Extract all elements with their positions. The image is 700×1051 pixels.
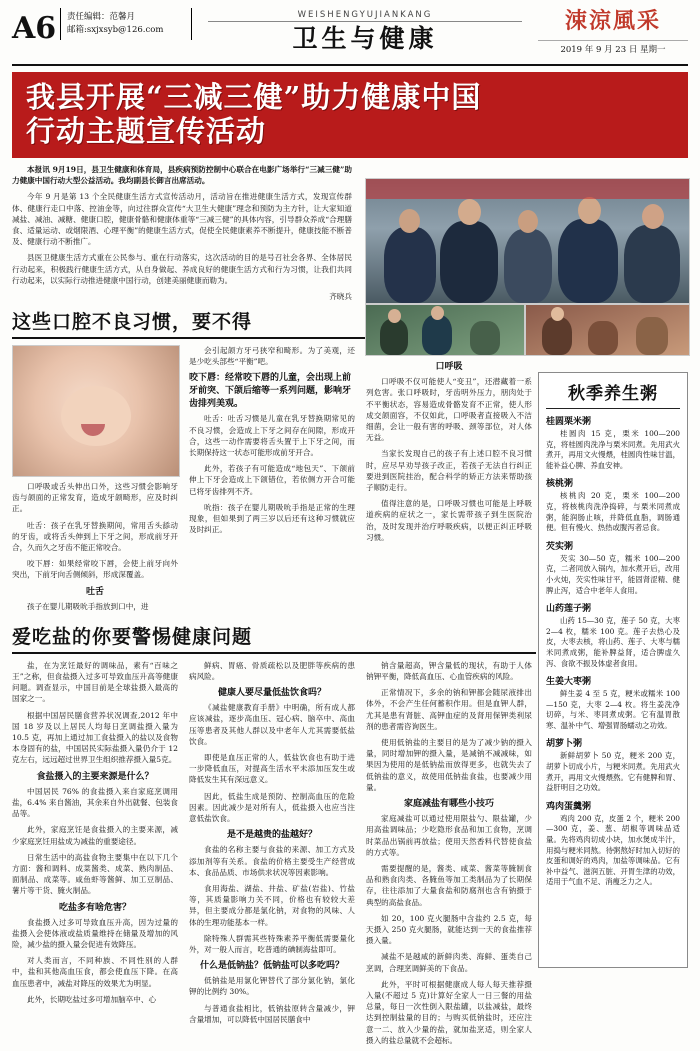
recipe-text-3: 山药 15—30 克，莲子 50 克，大枣 2—4 枚，糯米 100 克。莲子去热心及皮，大枣去核，将山药、莲子、大枣与糯米同煮成粥，能补脾益肾，适合脾虚久泻、食欲不振及体虚者食用。: [546, 616, 680, 668]
article-oral-habits: [12, 310, 536, 617]
article2-c1-p1: 口呼吸或舌头伸出口外，这些习惯会影响牙齿与颌面的正常发育，造成牙颌畸形，应及时纠正。: [12, 482, 178, 514]
article2-c3-p2: 口呼吸不仅可能使人“变丑”，还潜藏着一系列危害。张口呼吸时，牙齿明外压力，朋肉处于不平衡状态，容易造成骨骼发育不正常，使人形成交颌面容，不仅如此，口呼吸者直接吸入不洁细菌，会让一般有害的呼吸、颈等部位，对人体无益。: [366, 377, 532, 443]
sidebar-autumn-porridge: [538, 372, 688, 968]
event-photo-collage: [365, 178, 688, 354]
photo-booth-left: [365, 304, 525, 356]
article3-c1-p6: 食盐摄入过多可导致血压升高，因为过量的盐摄入会使体液或盐质量维持在储量及增加的风险，减少盐的摄入量会促进有效降压。: [12, 917, 178, 949]
recipe-text-4: 鲜生姜 4 至 5 克，粳米或糯米 100—150 克，大枣 2—4 枚。将生姜洗净切碎，与米、枣同煮成粥。它有温胃散寒、温补中气、增强胃肠蠕动之功效。: [546, 689, 680, 730]
article3-c1-p2: 根据中国居民膳食营养状况调查,2012 年中国 18 岁及以上居民人均每日烹调盐摄入量为 10.5 克，再加上通过加工食盐摄入的盐以及食物本身固有的盐，中国居民实际盐摄入量仍介于 12 克左右，远远超过世界卫生组织推荐摄入量5克。: [12, 710, 178, 765]
article3-sub-5: 什么是低钠盐？低钠盐可以多吃吗？: [199, 961, 344, 972]
article2-c2-p0: 会引起颌方牙弓狭窄和畸形。为了美观，还是少吃头部些“平衡”吧。: [189, 346, 355, 367]
lead-byline: 齐晓兵: [329, 292, 352, 302]
masthead: [12, 8, 688, 66]
brand-block: [538, 8, 688, 55]
lead-paragraph-2: 今年 9 月是第 13 个全民健康生活方式宣传活动月，活动旨在推进健康生活方式，发现宣传群体、健康行走口中落、控油金等，向过往群众宣传“大卫生大健康”理念和预防为主方针，让大家知道减盐、减油、减糖、健康口腔，健康骨骼和健康体重等“三减三健”的具体内容，引导群众养成“合理膳食、适量运动、或烟限酒、心理平衡”的健康生活方式，促使全民健康素养不断提升，健康技能不断普及、健康行动不断推广。: [12, 192, 352, 247]
article3-sub-3: 健康人要尽量低盐饮食吗？: [217, 688, 326, 699]
article-salt: [12, 625, 536, 1051]
photo-main-event: [365, 178, 690, 304]
article3-c3-p6: 如 20，100 克火腿肠中含盐约 2.5 克，每天摄入 250 克火腿肠，就能达到一天的食盐推荐摄入量。: [366, 913, 532, 946]
article2-title: 这些口腔不良习惯，要不得: [12, 310, 536, 339]
paper-title-block: [192, 8, 538, 53]
article2-c1-p3: 咬下唇：如果经常咬下唇，会使上前牙向外突出，下前牙向舌侧倾斜，形成深覆盖。: [12, 559, 178, 580]
recipe-text-0: 桂圆肉 15 克，栗米 100—200 克，将桂圆肉洗净与栗米同煮。先用武火煮开，再用文火慢煨，桂圆肉性味甘温，能补益心脾、养血安神。: [546, 429, 680, 470]
article3-c1-p5: 日常生活中的高盐食物主要集中在以下几个方面：酱和调料、成菜酱类、成菜、熟肉制品、面制品、成菜等。咸鱼虾等酱鲜、加工豆制品、薯片等干货、腌火制品。: [12, 852, 178, 896]
article3-c2-p4: 因此，低盐生成是预防、控制高血压的危险因素。因此减少是对所有人，低盐摄入也应当注意低盐饮食。: [189, 791, 355, 824]
page-number: A6: [12, 11, 57, 46]
article3-c1-p1: 盐，在为烹饪最好的调味品，素有“百味之王”之称，但食盐摄入过多可导致血压升高等健康问题。调查显示，中国目前是全球盐摄入最高的国家之一。: [12, 660, 178, 704]
article3-c2-p6: 食用海盐、湖盐、井盐、矿盐(岩盐)、竹盐等，其质量影响力关不同，价格也有较较大差异，但主要成分都是氯化钠，对食物的风味、人体的生理功能基本一样。: [189, 883, 355, 927]
article3-c3-p8: 此外，平时可根据健康成人每人每天推荐摄入量(不超过 5 克)计算好全家人一日三餐的用盐总量，每日一次性倒入限盐罐，以盐减盐，最终达到控制盐量的目的；与购买低钠盐时，还应注意一二、放入少量的盐，就加盐烹适，则全家人摄入的盐总量就不会超标。: [366, 979, 532, 1045]
article2-c2-p1: 吐舌：吐舌习惯是儿童在乳牙替换期常见的不良习惯，会造成上下牙之间存在间隙，形成开合，这些一动作需要将舌头置于上下牙之间，而长期保持这一状态可能形成前牙开合。: [189, 414, 355, 458]
headline-line-1: 我县开展“三减三健”助力健康中国: [26, 80, 482, 114]
article2-sub-1: 咬下唇：经常咬下唇的儿童，会出现上前牙前突、下颌后缩等一系列问题，影响牙齿排列美观。: [189, 373, 352, 410]
article3-sub-2: 吃盐多有啥危害？: [58, 902, 131, 913]
article3-c2-p1: 鲜病、胃癌、骨质疏松以及肥胖等疾病的患病风险。: [189, 660, 355, 682]
article3-c3-p4: 家庭减盐可以通过使用限盐勺、限盐罐，少用高盐调味品；少吃隐形食品和加工食物，烹调时菜品出锅前再放盐；使用天然香料代替使食盐的方式等。: [366, 814, 532, 857]
recipe-name-1: 核桃粥: [546, 479, 574, 490]
article3-c1-p4: 此外，家庭烹饪是食盐摄入的主要来源，减少家庭烹饪用盐成为减盐的重要途径。: [12, 825, 178, 846]
recipe-name-5: 胡萝卜粥: [546, 739, 583, 750]
article2-caption-1: 吐舌: [85, 586, 104, 597]
recipe-text-2: 芡实 30—50 克，糯米 100—200 克，二者同放入锅内，加水煮开后，改用小火炖，芡实性味甘平，能固肾涩精、健脾止泻，适合中老年人食用。: [546, 553, 680, 595]
article2-c2-p3: 吮指：孩子在婴儿期吸吮手指是正常的生理现象，但如果到了两三岁以后还有这种习惯就应及时纠正。: [189, 502, 355, 535]
brand-name: 涑涼風采: [564, 8, 661, 34]
pinyin-title: WEISHENGYUJIANKANG: [208, 10, 522, 22]
lead-paragraph-1: 本报讯 9月19日，县卫生健康和体育局，县疾病预防控制中心联合在电影广场举行“三减三健”助力健康中国行动大型公益活动。我均副县长御言出席活动。: [12, 165, 352, 186]
photo-baby: [12, 345, 180, 477]
article2-c3-p3: 当家长发现自己的孩子有上述口腔不良习惯时，应尽早劝导孩子改正，若孩子无法自行纠正要进到医院挂治，配合科学的矫正方法来帮助孩子顺防走行。: [366, 449, 532, 493]
article3-c3-p5: 需要提醒的是，酱类、咸菜、酱菜等腌制食品和熟食肉类、各腌鱼等加工类制品为了长期保存，往往添加了大量食盐和防腐剂也含有钠摄于典型的高盐食品。: [366, 863, 532, 907]
editor-email: 邮箱:sxjxsyb@126.com: [67, 25, 164, 35]
lead-paragraph-3: 县医卫健康生活方式重在公民参与、重在行动落实，这次活动的目的是号召社会各界、全体居民行动起来，积极践行健康生活方式，从自身做起、养成良好的健康生活方式和行为习惯，让我们共同行动起来，以实际行动推进健康中国行动，创建美丽健康而勒为。: [12, 253, 352, 285]
article3-sub-4: 是不是越贵的盐越好？: [226, 830, 317, 841]
recipe-name-3: 山药莲子粥: [546, 604, 592, 615]
article3-c2-p7: 除特殊人群需其些特殊素养平衡低需要量化外，对一般人而言，吃普通的碘制海盐即可。: [189, 933, 355, 954]
article3-c2-p2: 《减盐健康教育手册》中明确，所有成人都应该减盐，逐步高血压、冠心病、脑卒中、高血压等患者及其他人群以及中老年人尤其需要低盐饮食。: [189, 703, 355, 746]
publication-date: 2019 年 9 月 23 日 星期一: [538, 40, 688, 55]
article3-c2-p8: 低钠盐是用氯化钾替代了部分氯化钠，氯化钾的比例约 30%。: [189, 976, 355, 997]
editor-info: [60, 8, 192, 40]
article3-c1-p8: 此外，长期吃盐过多可增加脑卒中、心: [27, 994, 157, 1004]
article2-c2-p2: 此外，若孩子有可能造成“地包天”、下颌前伸上下牙会造成上下颌错位，若依侧方开合可能已将牙齿排列不齐。: [189, 464, 355, 496]
section-title: 卫生与健康: [292, 24, 438, 53]
article3-c2-p5: 食盐的名称主要与食盐的来源、加工方式及添加剂等有关系。食盐的价格主要受生产经营成本、食品品质、市场供求状况等因素影响。: [189, 845, 355, 877]
recipe-name-2: 芡实粥: [546, 541, 574, 552]
article2-sub-2: 口呼吸: [435, 362, 463, 373]
article3-c2-p9: 与普通食盐相比，低钠盐原转含量减少，钾含量增加，可以降低中国居民膳食中: [189, 1003, 355, 1024]
article3-sub-1: 食盐摄入的主要来源是什么？: [36, 771, 154, 782]
article3-c3-p7: 减盐不是越咸的新鲜肉类、海鲜、蛋类自己烹调，合理烹调鲜美的下食品。: [366, 952, 532, 973]
article3-title: 爱吃盐的你要警惕健康问题: [12, 625, 536, 654]
editor-name: 责任编辑：范馨月: [67, 12, 136, 22]
recipe-name-4: 生姜大枣粥: [546, 677, 592, 688]
recipe-name-0: 桂圆栗米粥: [546, 417, 592, 427]
article3-c3-p1: 钠含量超高，钾含量低的现状，有助于人体钠钾平衡，降低高血压、心血管疾病的风险。: [366, 660, 532, 682]
photo-booth-right: [525, 304, 690, 356]
sidebar-title: 秋季养生粥: [546, 379, 680, 409]
recipe-text-5: 新鲜胡萝卜 50 克，粳米 200 克，胡萝卜切成小片，与粳米同煮。先用武火煮开，再用文火慢煨熬。它有健脾和胃、益肝明目之功效。: [546, 751, 680, 793]
headline-line-2: 行动主题宣传活动: [26, 114, 267, 148]
article3-c2-p3: 即使是血压正常的人，低盐饮食也有助于进一步降低血压，对提高生活水平未添加压发生或降低发生其有深远意义。: [189, 753, 355, 785]
recipe-text-1: 核桃肉 20 克，栗米 100—200 克，将核桃肉洗净捣碎，与栗米同煮成粥，能润肠止咳，并降低血脂，调肠通便。但有慢火、热热或腹泻者忌食。: [546, 491, 680, 533]
article3-sub-6: 家庭减盐有哪些小技巧: [403, 799, 494, 810]
article3-c1-p3: 中国居民 76% 的食盐摄入来自家庭烹调用盐，6.4% 来自酱油，其余来自外出就餐、包装食品等。: [12, 786, 178, 819]
article3-c3-p3: 使用低钠盐的主要目的是为了减少钠的摄入量，同时增加钾的摄入量，是减钠不减减味，如果因为使用的是低钠盐而放得更多，也就失去了低钠盐的意义，故使用低钠盐食盐，也要减少用量。: [366, 738, 532, 792]
article2-c1-p2: 吐舌：孩子在乳牙替换期间，常用舌头舔动的牙齿，或将舌头伸到上下牙之间，形成前牙开合，久而久之牙齿不能正常咬合。: [12, 520, 178, 553]
main-headline: [12, 72, 688, 158]
recipe-name-6: 鸡肉蛋羹粥: [546, 801, 592, 812]
article2-c3-p4: 值得注意的是，口呼吸习惯也可能是上呼吸道疾病的症状之一，家长需带孩子到生医院治治，及时发现并治疗呼吸疾病，以便正纠正呼吸习惯。: [366, 499, 532, 542]
article3-c3-p2: 正常情况下，多余的钠和钾都会随尿液排出体外，不会产生任何蓄积作用。但是血钾人群，尤其是患有肾脏、高钾血症的及肾用保钾类利尿剂的患者需咨询医生。: [366, 688, 532, 731]
recipe-text-6: 鸡肉 200 克，皮蛋 2 个，粳米 200—300 克，姜、葱、胡椒等调味品适量。先将鸡肉切成小块，加水煲成半汁，用捣与粳米同熬。待粥熬好时加入切好的皮蛋和调好的鸡肉，加盐等调味品。它有补中益气、滋润五脏、开胃生津的功效，适用于气血不足、消瘦乏力之人。: [546, 813, 680, 887]
article3-c1-p7: 对人类而言，不同种族、不同性别的人群中，盐和其他高血压食，都会使血压下降。在高血压患者中，减盐对降压的效果尤为明显。: [12, 956, 178, 988]
article2-c1-p4: 孩子在婴儿期吸吮手指放到口中，进: [27, 601, 149, 611]
